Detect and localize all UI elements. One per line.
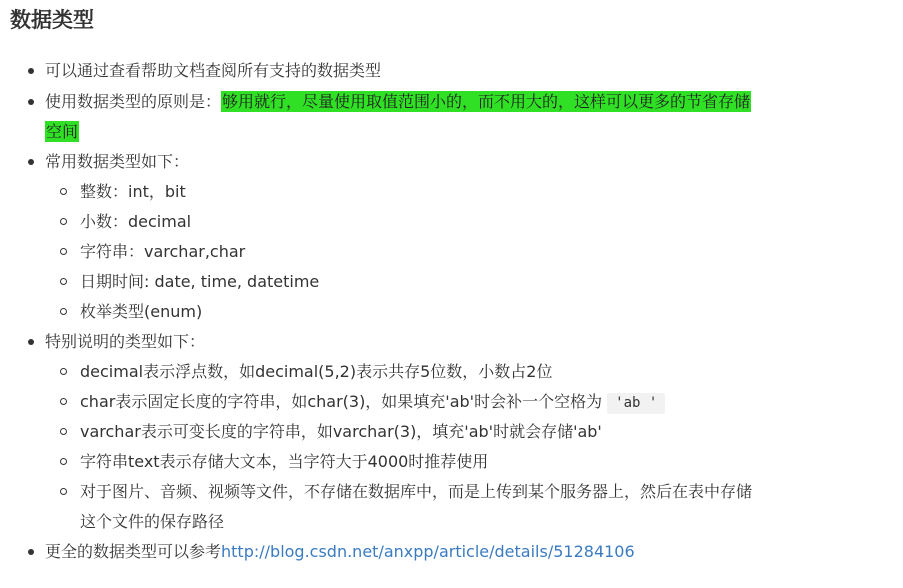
sub-list-item-continuation: 这个文件的保存路径: [80, 512, 225, 531]
sub-list-item: 枚举类型(enum): [80, 302, 203, 321]
list-item: 常用数据类型如下：: [45, 152, 190, 171]
reference-label: 更全的数据类型可以参考: [45, 542, 222, 561]
sub-list-item: [80, 391, 665, 414]
sub-list-item: varchar表示可变长度的字符串，如varchar(3)，填充'ab'时就会存储'ab': [80, 422, 602, 441]
sub-list-item: 字符串：varchar,char: [80, 242, 246, 261]
sub-bullet-circle: [60, 188, 67, 195]
sub-list-item: 小数：decimal: [80, 212, 192, 231]
sub-list-item: 整数：int，bit: [80, 182, 186, 201]
sub-bullet-circle: [60, 248, 67, 255]
bullet-dot: [28, 549, 34, 555]
section-heading: 数据类型: [10, 8, 94, 32]
bullet-dot: [28, 159, 34, 165]
sub-list-item: 对于图片、音频、视频等文件，不存储在数据库中，而是上传到某个服务器上，然后在表中存储: [80, 482, 753, 501]
sub-list-item: 日期时间: date, time, datetime: [80, 272, 320, 291]
bullet-dot: [28, 339, 34, 345]
sub-bullet-circle: [60, 368, 67, 375]
bullet-dot: [28, 68, 34, 74]
sub-list-item: 字符串text表示存储大文本，当字符大于4000时推荐使用: [80, 452, 489, 471]
sub-list-item: decimal表示浮点数，如decimal(5,2)表示共存5位数，小数占2位: [80, 362, 553, 381]
highlighted-text: 够用就行，尽量使用取值范围小的，而不用大的，这样可以更多的节省存储: [222, 92, 751, 111]
char-description: char表示固定长度的字符串，如char(3)，如果填充'ab'时会补一个空格为: [80, 392, 603, 411]
list-item: [45, 91, 751, 113]
list-item: 特别说明的类型如下：: [45, 332, 206, 351]
list-item: 可以通过查看帮助文档查阅所有支持的数据类型: [45, 61, 382, 80]
list-item-continuation: [45, 121, 79, 143]
sub-bullet-circle: [60, 398, 67, 405]
sub-bullet-circle: [60, 488, 67, 495]
list-item: [45, 541, 635, 563]
sub-bullet-circle: [60, 278, 67, 285]
principle-label: 使用数据类型的原则是：: [45, 92, 222, 111]
sub-bullet-circle: [60, 218, 67, 225]
reference-link[interactable]: http://blog.csdn.net/anxpp/article/details/51284106: [221, 542, 635, 561]
inline-code: 'ab ': [607, 393, 665, 414]
sub-bullet-circle: [60, 308, 67, 315]
bullet-dot: [28, 99, 34, 105]
highlighted-text: 空间: [46, 122, 79, 141]
sub-bullet-circle: [60, 458, 67, 465]
sub-bullet-circle: [60, 428, 67, 435]
